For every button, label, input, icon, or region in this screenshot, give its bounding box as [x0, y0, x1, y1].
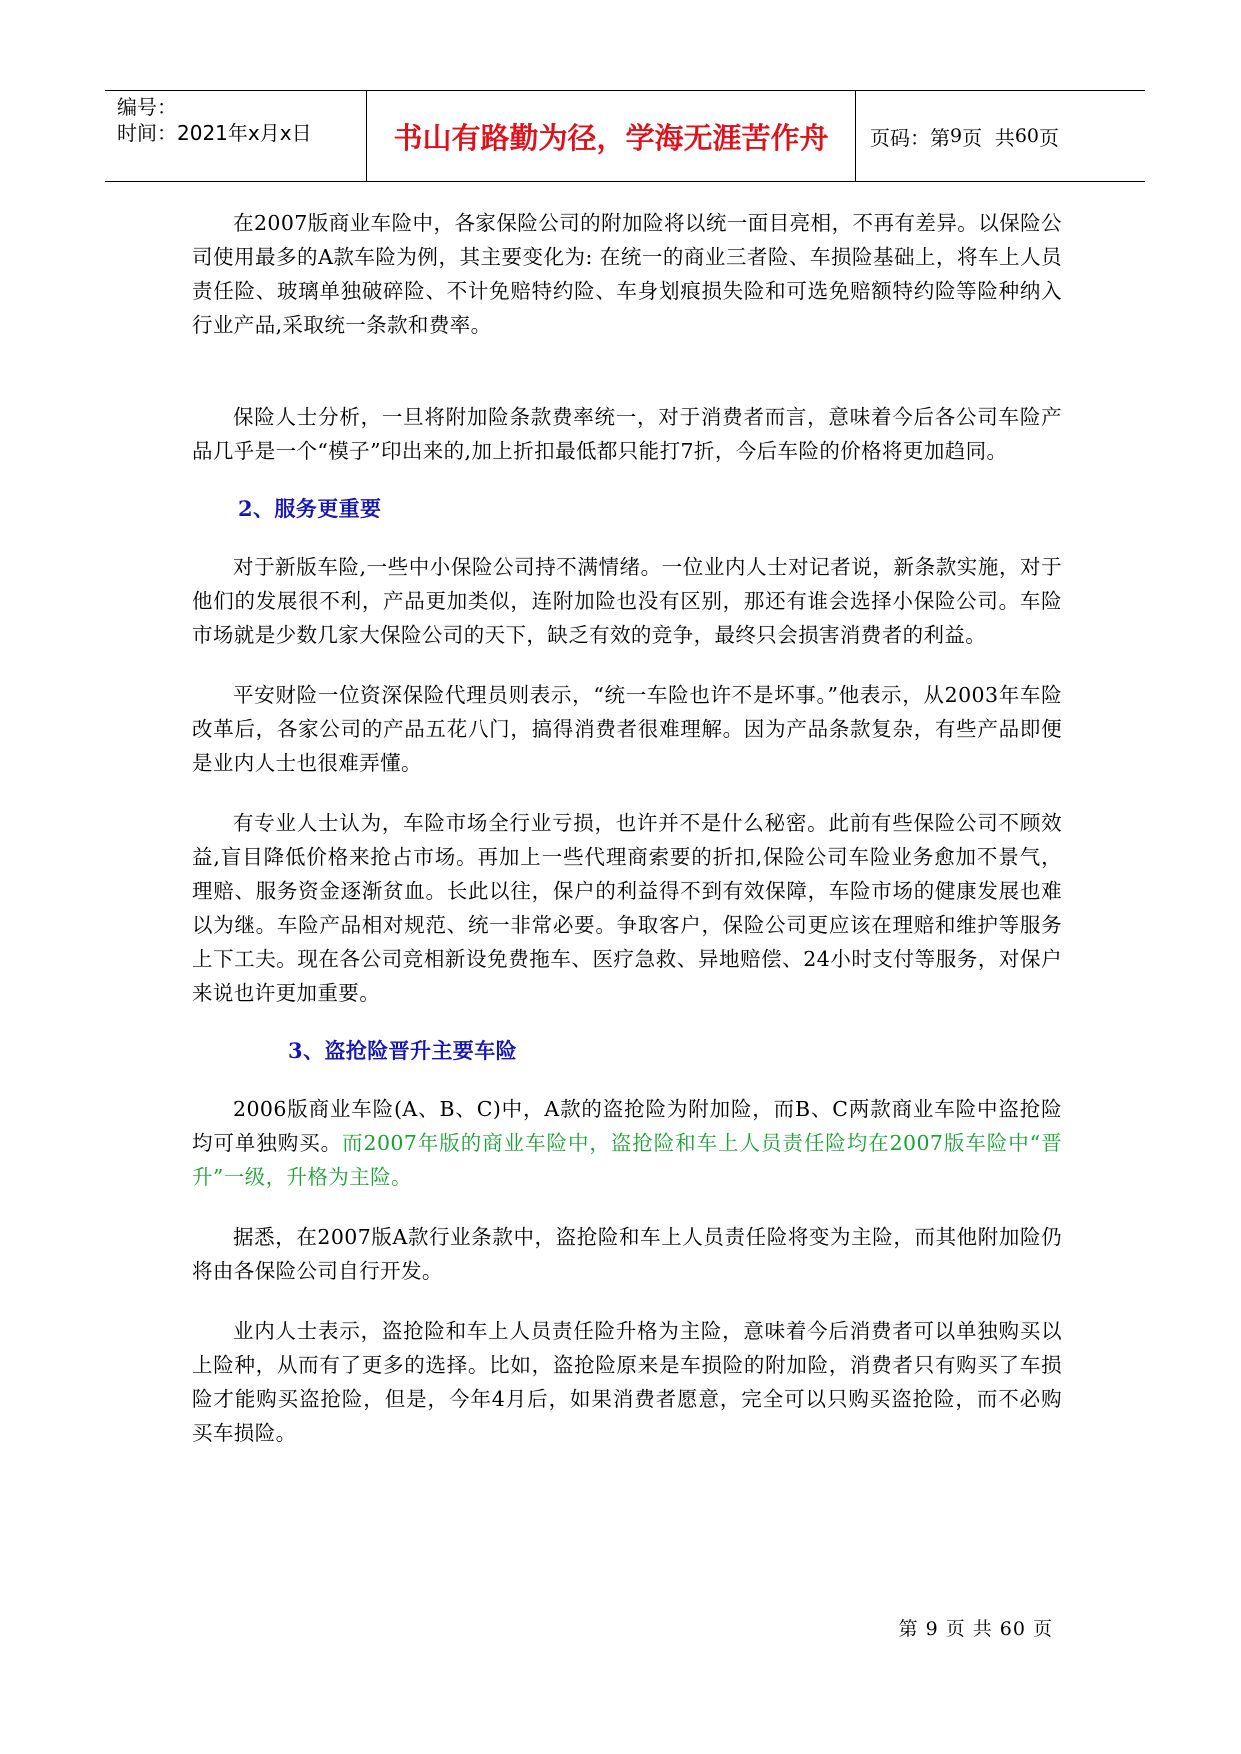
paragraph-6-text: 2006版商业车险(A、B、C)中，A款的盗抢险为附加险，而B、C两款商业车险中盗抢险均可单独购买。: [192, 1097, 1062, 1155]
header-page-info: [856, 91, 1145, 181]
page-total-number: 60: [1014, 125, 1039, 147]
header-motto: 书山有路勤为径，学海无涯苦作舟: [367, 91, 856, 181]
page-middle-text: 页 共: [962, 125, 1015, 150]
section-heading-theft-insurance: 3、盗抢险晋升主要车险: [288, 1038, 518, 1063]
paragraph-2: 保险人士分析，一旦将附加险条款费率统一，对于消费者而言，意味着今后各公司车险产品几乎是一个“模子”印出来的,加上折扣最低都只能打7折，今后车险的价格将更加趋同。: [192, 405, 1062, 463]
paragraph-8: 业内人士表示，盗抢险和车上人员责任险升格为主险，意味着今后消费者可以单独购买以上险种，从而有了更多的选择。比如，盗抢险原来是车损险的附加险，消费者只有购买了车损险才能购买盗抢险，但是，今年4月后，如果消费者愿意，完全可以只购买盗抢险，而不必购买车损险。: [192, 1319, 1062, 1445]
paragraph-1: 在2007版商业车险中，各家保险公司的附加险将以统一面目亮相，不再有差异。以保险公司使用最多的A款车险为例，其主要变化为: 在统一的商业三者险、车损险基础上，将车上人员责任险、玻璃单独破碎险、不计免赔特约险、车身划痕损失险和可选免赔额特约险等险种纳入行业产品,采取统一条款和费率。: [192, 211, 1062, 337]
section-heading-service: 2、服务更重要: [238, 496, 382, 521]
paragraph-6: [192, 1092, 1062, 1194]
header-meta-cell: [105, 91, 367, 181]
paragraph-7: 据悉，在2007版A款行业条款中，盗抢险和车上人员责任险将变为主险，而其他附加险仍将由各保险公司自行开发。: [192, 1225, 1062, 1283]
page-header: [105, 90, 1145, 182]
document-number-label: 编号：: [117, 95, 177, 119]
page-current-number: 9: [950, 125, 963, 147]
paragraph-5: 有专业人士认为，车险市场全行业亏损，也许并不是什么秘密。此前有些保险公司不顾效益,盲目降低价格来抢占市场。再加上一些代理商索要的折扣,保险公司车险业务愈加不景气，理赔、服务资金逐渐贫血。长此以往，保户的利益得不到有效保障，车险市场的健康发展也难以为继。车险产品相对规范、统一非常必要。争取客户，保险公司更应该在理赔和维护等服务上下工夫。现在各公司竞相新设免费拖车、医疗急救、异地赔偿、24小时支付等服务，对保户来说也许更加重要。: [192, 811, 1062, 1005]
document-body: [192, 206, 1062, 1450]
page-suffix: 页: [1039, 125, 1059, 150]
document-time-label: 时间：2021年x月x日: [117, 121, 312, 145]
page-footer-number: 第 9 页 共 60 页: [898, 1618, 1053, 1640]
page-prefix: 页码：第: [870, 125, 950, 150]
paragraph-3: 对于新版车险,一些中小保险公司持不满情绪。一位业内人士对记者说，新条款实施，对于他们的发展很不利，产品更加类似，连附加险也没有区别，那还有谁会选择小保险公司。车险市场就是少数几家大保险公司的天下，缺乏有效的竞争，最终只会损害消费者的利益。: [192, 555, 1062, 647]
paragraph-6-highlight: 而2007年版的商业车险中，盗抢险和车上人员责任险均在2007版车险中“晋升”一级，升格为主险。: [192, 1131, 1062, 1189]
paragraph-4: 平安财险一位资深保险代理员则表示，“统一车险也许不是坏事。”他表示，从2003年车险改革后，各家公司的产品五花八门，搞得消费者很难理解。因为产品条款复杂，有些产品即便是业内人士也很难弄懂。: [192, 683, 1062, 775]
